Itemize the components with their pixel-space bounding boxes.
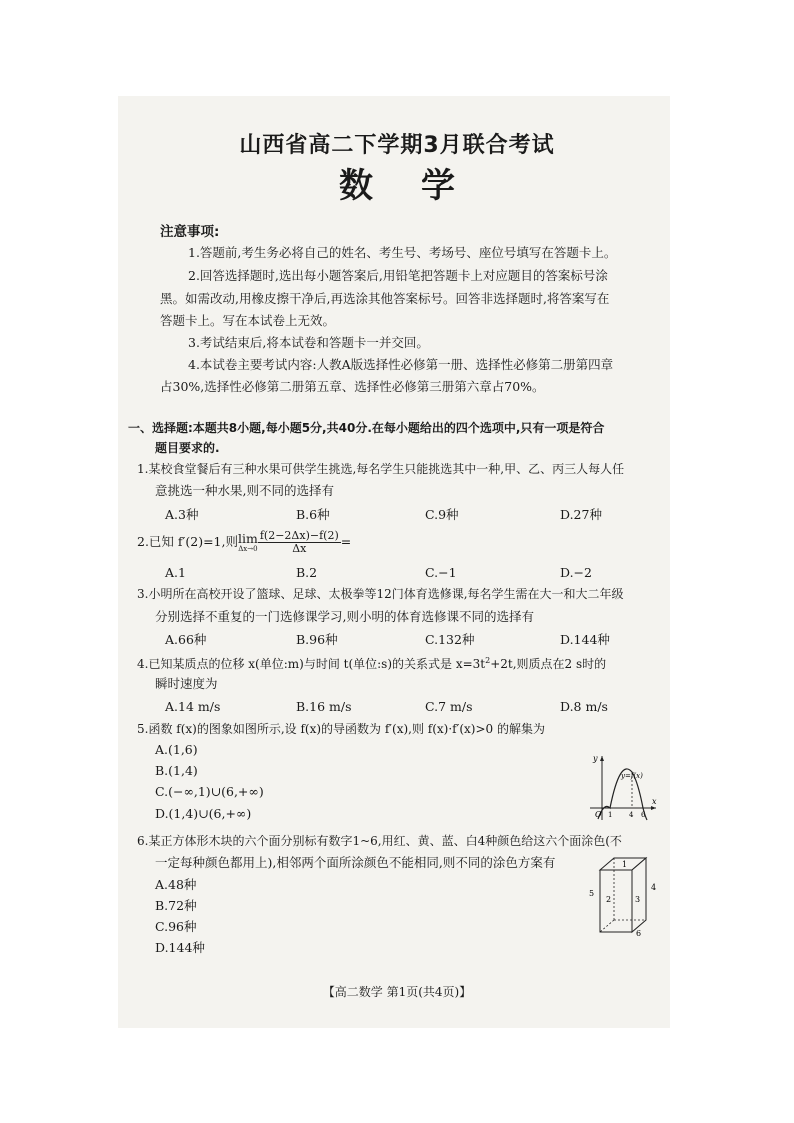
face-label: 6	[636, 929, 642, 938]
question-3-option-b: B.96种	[296, 632, 338, 647]
question-4-option-d: D.8 m/s	[560, 699, 608, 714]
notice-line: 答题卡上。写在本试卷上无效。	[160, 313, 336, 328]
page-footer: 【高二数学 第1页(共4页)】	[322, 985, 472, 999]
tick-label: 4	[629, 811, 634, 819]
x-axis-arrow-icon	[651, 806, 656, 810]
notice-heading: 注意事项:	[160, 224, 220, 240]
question-6-stem: 一定每种颜色都用上),相邻两个面所涂颜色不能相同,则不同的涂色方案有	[155, 855, 556, 870]
question-1-option-c: C.9种	[425, 507, 459, 522]
question-3-option-c: C.132种	[425, 632, 475, 647]
question-2-option-d: D.−2	[560, 565, 592, 580]
fraction-denominator: Δx	[292, 542, 307, 555]
question-6-stem: 6.某正方体形木块的六个面分别标有数字1~6,用红、黄、蓝、白4种颜色给这六个面涂色(不	[137, 834, 622, 848]
tick-label: 1	[608, 811, 613, 819]
cube-figure	[586, 852, 662, 938]
limit-subscript: Δx→0	[238, 545, 258, 553]
question-3-stem: 3.小明所在高校开设了篮球、足球、太极拳等12门体育选修课,每名学生需在大一和大二年级	[137, 587, 624, 601]
y-axis-label: y	[593, 754, 598, 763]
question-2-stem	[137, 528, 351, 556]
face-label: 1	[622, 860, 628, 869]
notice-line: 占30%,选择性必修第二册第五章、选择性必修第三册第六章占70%。	[160, 379, 545, 394]
x-axis-label: x	[652, 797, 657, 806]
question-2-option-a: A.1	[165, 565, 186, 580]
question-3-option-a: A.66种	[165, 632, 207, 647]
tick-label: 6	[641, 811, 646, 819]
notice-line: 3.考试结束后,将本试卷和答题卡一并交回。	[188, 335, 429, 350]
question-1-option-b: B.6种	[296, 507, 330, 522]
question-1-stem: 意挑选一种水果,则不同的选择有	[155, 483, 334, 498]
question-5-option-d: D.(1,4)∪(6,+∞)	[155, 806, 252, 821]
question-6-option-d: D.144种	[155, 940, 205, 955]
section-heading: 题目要求的.	[155, 441, 220, 455]
question-4-option-b: B.16 m/s	[296, 699, 352, 714]
notice-line: 黑。如需改动,用橡皮擦干净后,再选涂其他答案标号。回答非选择题时,将答案写在	[160, 291, 610, 306]
question-2-suffix: =	[340, 534, 352, 549]
question-4-option-c: C.7 m/s	[425, 699, 473, 714]
question-2-prefix: 2.已知 f′(2)=1,则	[137, 534, 238, 549]
question-5-stem: 5.函数 f(x)的图象如图所示,设 f(x)的导函数为 f′(x),则 f(x)·f′(x)>0 的解集为	[137, 722, 545, 736]
question-2-option-c: C.−1	[425, 565, 457, 580]
notice-line: 4.本试卷主要考试内容:人教A版选择性必修第一册、选择性必修第二册第四章	[188, 357, 614, 372]
origin-label: O	[595, 810, 602, 819]
question-1-option-d: D.27种	[560, 507, 602, 522]
question-6-option-b: B.72种	[155, 898, 197, 913]
exponent: 2	[485, 656, 491, 665]
limit-operator	[238, 532, 258, 553]
question-2-option-b: B.2	[296, 565, 318, 580]
question-6-option-a: A.48种	[155, 877, 197, 892]
function-label: y=f(x)	[621, 772, 643, 780]
limit-word: lim	[237, 531, 258, 546]
question-6-option-c: C.96种	[155, 919, 197, 934]
question-5-option-b: B.(1,4)	[155, 763, 198, 778]
question-3-stem: 分别选择不重复的一门选修课学习,则小明的体育选修课不同的选择有	[155, 609, 534, 624]
question-1-option-a: A.3种	[165, 507, 199, 522]
question-4-stem	[137, 653, 606, 672]
face-label: 4	[651, 883, 657, 892]
question-4-text: +2t,则质点在2 s时的	[490, 657, 607, 671]
question-4-stem: 瞬时速度为	[155, 676, 218, 691]
exam-title: 山西省高二下学期3月联合考试	[239, 133, 555, 158]
face-label: 3	[635, 895, 641, 904]
y-axis-arrow-icon	[600, 756, 604, 761]
function-graph	[588, 752, 660, 822]
question-1-stem: 1.某校食堂餐后有三种水果可供学生挑选,每名学生只能挑选其中一种,甲、乙、丙三人每人任	[137, 462, 625, 476]
fraction-numerator: f(2−2Δx)−f(2)	[259, 529, 339, 542]
question-3-option-d: D.144种	[560, 632, 610, 647]
question-5-option-a: A.(1,6)	[155, 742, 198, 757]
face-label: 5	[589, 889, 595, 898]
question-4-text: 4.已知某质点的位移 x(单位:m)与时间 t(单位:s)的关系式是 x=3t	[137, 657, 486, 671]
exam-subject: 数学	[339, 166, 503, 206]
face-label: 2	[606, 895, 612, 904]
question-5-option-c: C.(−∞,1)∪(6,+∞)	[155, 784, 264, 799]
notice-line: 2.回答选择题时,选出每小题答案后,用铅笔把答题卡上对应题目的答案标号涂	[188, 268, 608, 283]
question-4-option-a: A.14 m/s	[165, 699, 221, 714]
cube-front-face	[600, 870, 632, 932]
section-heading: 一、选择题:本题共8小题,每小题5分,共40分.在每小题给出的四个选项中,只有一项是符合	[128, 421, 605, 435]
fraction	[258, 530, 341, 555]
notice-line: 1.答题前,考生务必将自己的姓名、考生号、考场号、座位号填写在答题卡上。	[188, 245, 617, 260]
